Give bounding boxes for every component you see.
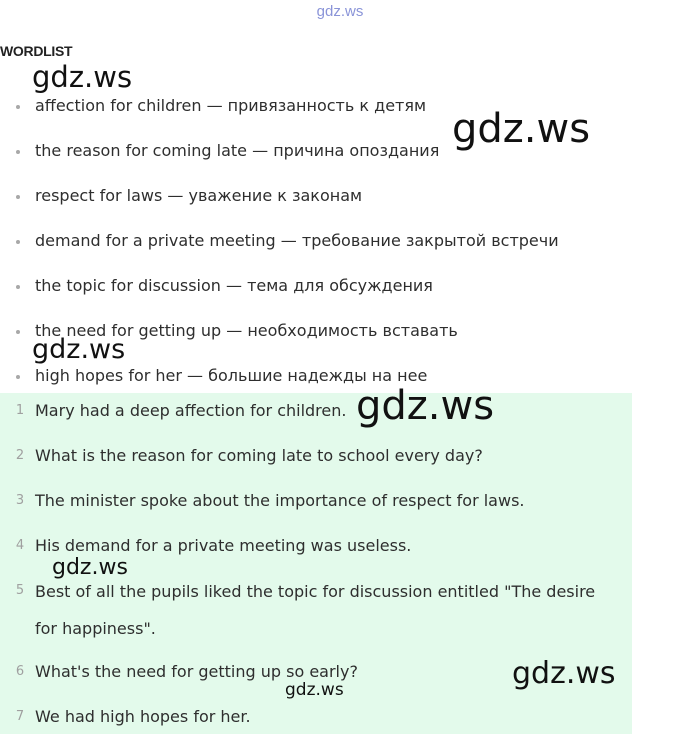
watermark: gdz.ws <box>52 555 128 580</box>
wordlist-item <box>0 183 559 228</box>
example-text: What's the need for getting up so early? <box>35 662 358 681</box>
example-text: The minister spoke about the importance of respect for laws. <box>35 491 525 510</box>
bullet-icon <box>16 240 20 244</box>
wordlist-item-text: the topic for discussion — тема для обсуждения <box>35 276 433 295</box>
bullet-icon <box>16 150 20 154</box>
wordlist-item-text: affection for children — привязанность к детям <box>35 96 427 115</box>
wordlist-item-text: demand for a private meeting — требование закрытой встречи <box>35 231 559 250</box>
wordlist-item-text: high hopes for her — большие надежды на нее <box>35 366 428 385</box>
example-text: Mary had a deep affection for children. <box>35 401 347 420</box>
watermark: gdz.ws <box>452 106 591 152</box>
example-number: 6 <box>15 664 25 679</box>
watermark: gdz.ws <box>32 334 126 365</box>
example-number: 4 <box>15 538 25 553</box>
bullet-icon <box>16 195 20 199</box>
example-text: Best of all the pupils liked the topic for discussion entitled "The desire for happiness". <box>35 582 596 638</box>
watermark: gdz.ws <box>512 656 616 691</box>
example-number: 1 <box>15 403 25 418</box>
example-number: 3 <box>15 493 25 508</box>
wordlist-item <box>0 228 559 273</box>
example-number: 2 <box>15 448 25 463</box>
watermark: gdz.ws <box>356 383 495 429</box>
wordlist-item-text: respect for laws — уважение к законам <box>35 186 363 205</box>
bullet-icon <box>16 330 20 334</box>
bullet-icon <box>16 285 20 289</box>
wordlist-heading: WORDLIST <box>0 43 73 59</box>
example-number: 7 <box>15 709 25 724</box>
example-text: His demand for a private meeting was useless. <box>35 536 412 555</box>
example-number: 5 <box>15 583 25 598</box>
wordlist-item-text: the need for getting up — необходимость вставать <box>35 321 458 340</box>
example-text: We had high hopes for her. <box>35 707 251 726</box>
wordlist-item <box>0 273 559 318</box>
wordlist-item-text: the reason for coming late — причина опоздания <box>35 141 440 160</box>
top-watermark: gdz.ws <box>316 3 364 20</box>
bullet-icon <box>16 375 20 379</box>
example-text: What is the reason for coming late to school every day? <box>35 446 483 465</box>
watermark: gdz.ws <box>32 60 133 94</box>
watermark: gdz.ws <box>285 680 344 700</box>
bullet-icon <box>16 105 20 109</box>
